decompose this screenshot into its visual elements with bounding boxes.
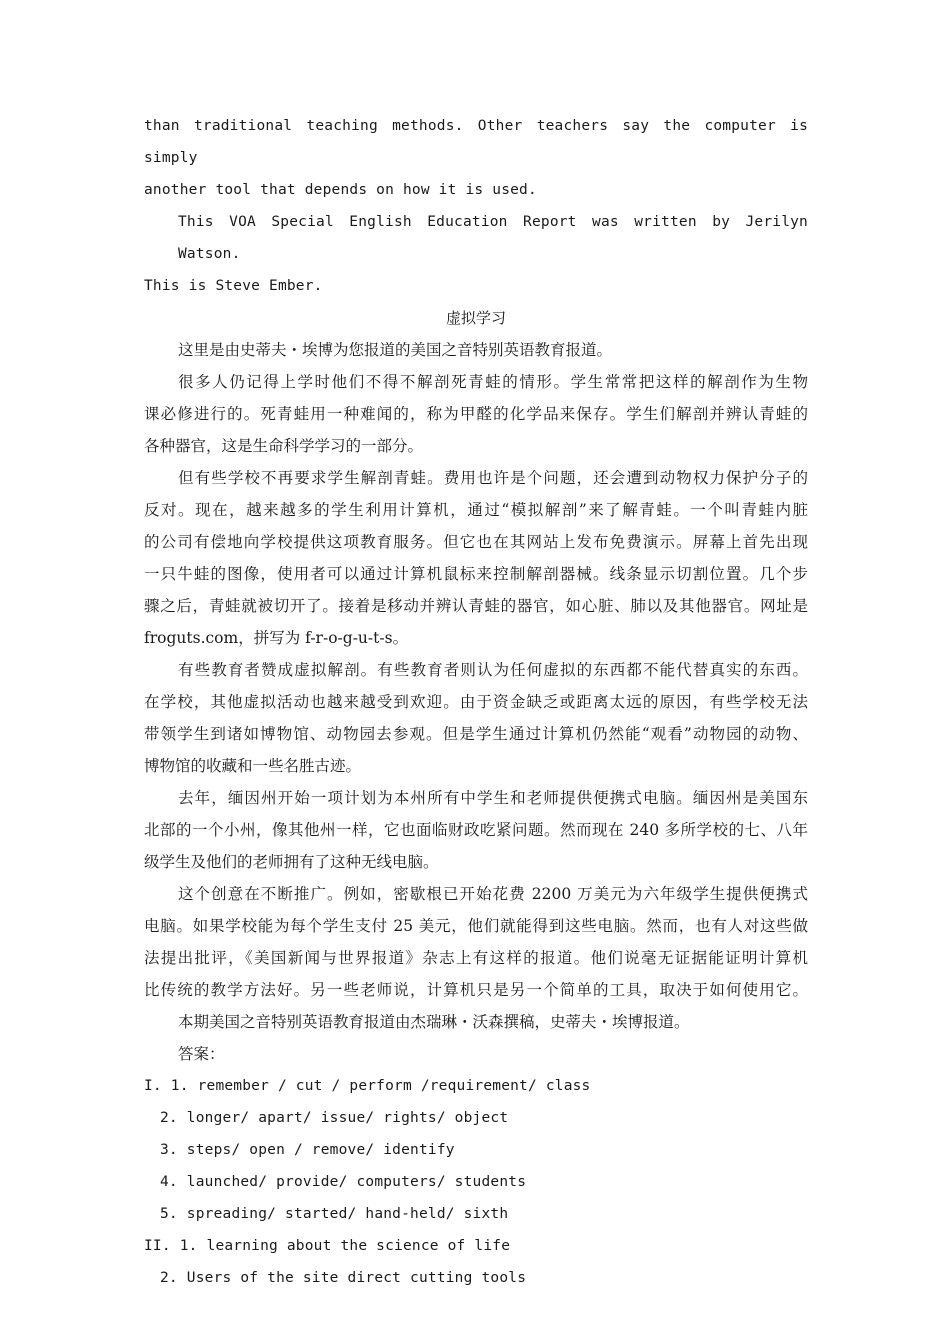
paragraph-line: 带领学生到诸如博物馆、动物园去参观。但是学生通过计算机仍然能“观看”动物园的动物、 [144,725,808,743]
paragraph-line: 各种器官，这是生命科学学习的一部分。 [144,437,424,455]
paragraph-line: 去年，缅因州开始一项计划为本州所有中学生和老师提供便携式电脑。缅因州是美国东 [178,789,808,807]
answer-line: 2. longer/ apart/ issue/ rights/ object [160,1110,509,1126]
document-page [144,110,808,1294]
paragraph-line: 电脑。如果学校能为每个学生支付 25 美元，他们就能得到这些电脑。然而，也有人对这些做 [144,917,808,935]
paragraph-line: 北部的一个小州，像其他州一样，它也面临财政吃紧问题。然而现在 240 多所学校的七、八年 [144,821,808,839]
paragraph-line: 但有些学校不再要求学生解剖青蛙。费用也许是个问题，还会遭到动物权力保护分子的 [178,469,808,487]
answer-line: 4. launched/ provide/ computers/ students [160,1174,527,1190]
paragraph-line: 本期美国之音特别英语教育报道由杰瑞琳・沃森撰稿，史蒂夫・埃博报道。 [178,1013,690,1031]
paragraph-line: 的公司有偿地向学校提供这项教育服务。但它也在其网站上发布免费演示。屏幕上首先出现 [144,533,808,551]
paragraph-line: 比传统的教学方法好。另一些老师说，计算机只是另一个简单的工具，取决于如何使用它。 [144,981,808,999]
paragraph-line: froguts.com，拼写为 f-r-o-g-u-t-s。 [144,629,409,647]
paragraph-line: 一只牛蛙的图像，使用者可以通过计算机鼠标来控制解剖器械。线条显示切割位置。几个步 [144,565,808,583]
answer-line: I. 1. remember / cut / perform /requirement/ class [144,1078,591,1094]
answer-line: 5. spreading/ started/ hand-held/ sixth [160,1206,509,1222]
paragraph-line: 反对。现在，越来越多的学生利用计算机，通过“模拟解剖”来了解青蛙。一个叫青蛙内脏 [144,501,808,519]
paragraph-line: 有些教育者赞成虚拟解剖。有些教育者则认为任何虚拟的东西都不能代替真实的东西。 [178,661,808,679]
paragraph-line: 在学校，其他虚拟活动也越来越受到欢迎。由于资金缺乏或距离太远的原因，有些学校无法 [144,693,808,711]
paragraph-line: 法提出批评，《美国新闻与世界报道》杂志上有这样的报道。他们说毫无证据能证明计算机 [144,949,808,967]
paragraph-line: 很多人仍记得上学时他们不得不解剖死青蛙的情形。学生常常把这样的解剖作为生物 [178,373,808,391]
answer-line: 3. steps/ open / remove/ identify [160,1142,455,1158]
paragraph-line: 级学生及他们的老师拥有了这种无线电脑。 [144,853,439,871]
translation-title: 虚拟学习 [445,309,506,327]
paragraph-line: 这个创意在不断推广。例如，密歇根已开始花费 2200 万美元为六年级学生提供便携式 [178,885,808,903]
english-passage-tail [144,110,808,302]
answer-line: II. 1. learning about the science of life [144,1238,511,1254]
paragraph-line: 博物馆的收藏和一些名胜古迹。 [144,757,362,775]
translation-body [144,334,808,1038]
answer-label: 答案： [178,1045,225,1063]
paragraph-line: 骤之后，青蛙就被切开了。接着是移动并辨认青蛙的器官，如心脏、肺以及其他器官。网址是 [144,597,808,615]
text-line: This is Steve Ember. [144,278,323,294]
answer-line: 2. Users of the site direct cutting tools [160,1270,527,1286]
text-line: another tool that depends on how it is used. [144,182,537,198]
paragraph-line: 课必修进行的。死青蛙用一种难闻的，称为甲醛的化学品来保存。学生们解剖并辨认青蛙的 [144,405,808,423]
paragraph-line: 这里是由史蒂夫・埃博为您报道的美国之音特别英语教育报道。 [178,341,613,359]
text-line: This VOA Special English Education Report was written by Jerilyn Watson. [178,214,808,262]
text-line: than traditional teaching methods. Other teachers say the computer is simply [144,118,808,166]
answer-key [144,1038,808,1294]
